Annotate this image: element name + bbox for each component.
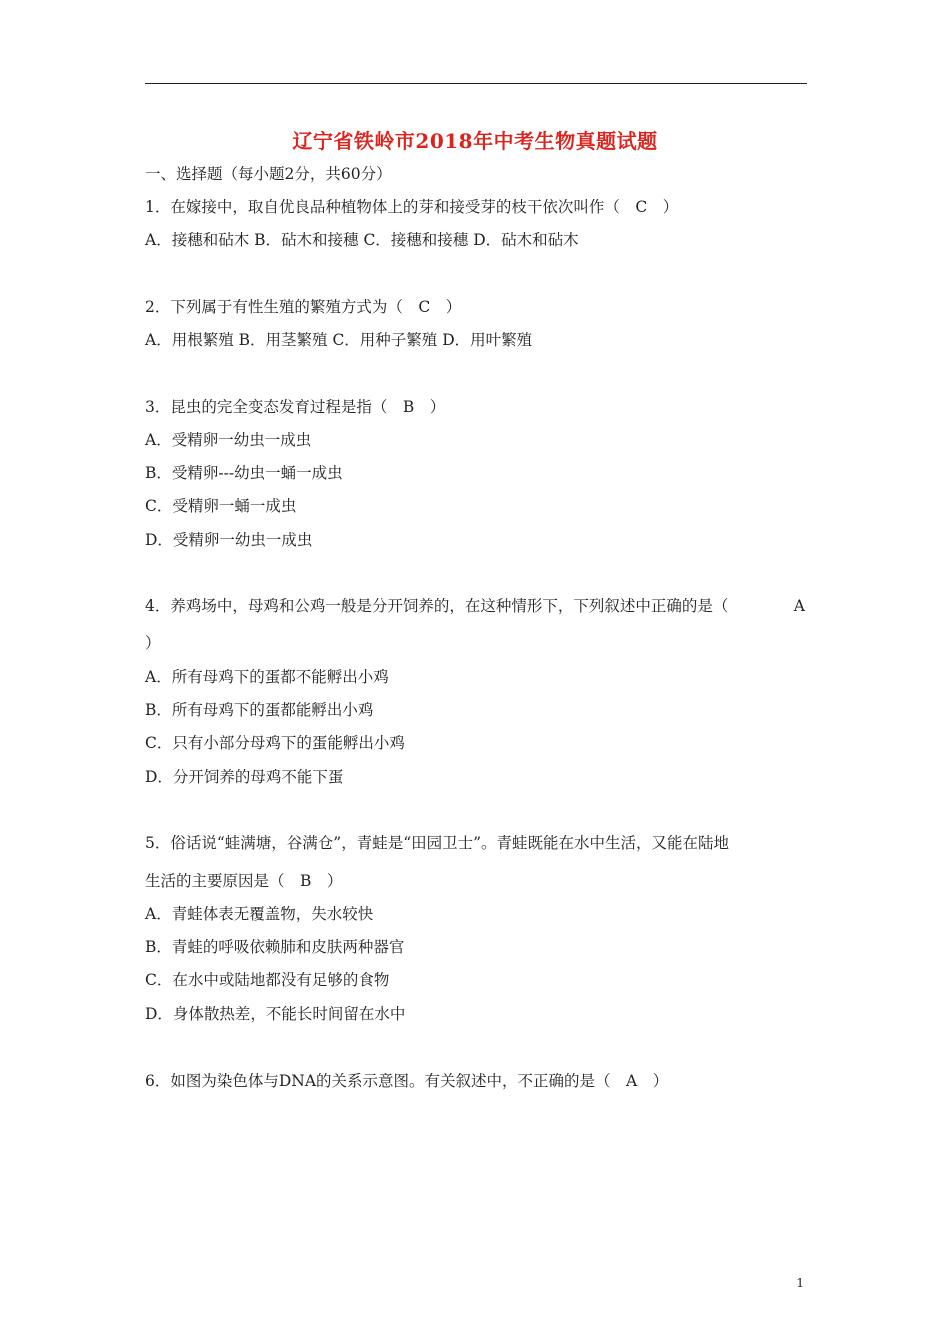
document-title: 辽宁省铁岭市2018年中考生物真题试题 [292,129,658,153]
question-2-stem: 2．下列属于有性生殖的繁殖方式为（ C ） [145,298,462,316]
question-4-option-b: B．所有母鸡下的蛋都能孵出小鸡 [145,701,374,719]
question-2-options: A．用根繁殖 B．用茎繁殖 C．用种子繁殖 D．用叶繁殖 [145,331,533,349]
question-5-option-c: C．在水中或陆地都没有足够的食物 [145,971,390,989]
question-3-option-c: C．受精卵一蛹一成虫 [145,497,297,515]
question-3-stem: 3．昆虫的完全变态发育过程是指（ B ） [145,398,446,416]
question-1-options: A．接穗和砧木 B．砧木和接穗 C．接穗和接穗 D．砧木和砧木 [145,231,579,249]
page-number: 1 [796,1276,804,1290]
section-heading: 一、选择题（每小题2分，共60分） [145,165,392,183]
question-4-option-a: A．所有母鸡下的蛋都不能孵出小鸡 [145,668,389,686]
question-5-option-b: B．青蛙的呼吸依赖肺和皮肤两种器官 [145,938,405,956]
question-5-stem-line2: 生活的主要原因是（ B ） [145,872,343,890]
question-4-option-d: D．分开饲养的母鸡不能下蛋 [145,768,344,786]
question-4-option-c: C．只有小部分母鸡下的蛋能孵出小鸡 [145,734,405,752]
question-3-option-b: B．受精卵---幼虫一蛹一成虫 [145,464,343,482]
question-4-stem-close: ） [145,634,161,652]
question-3-option-d: D．受精卵一幼虫一成虫 [145,531,313,549]
question-5-stem-line1: 5．俗话说“蛙满塘，谷满仓”，青蛙是“田园卫士”。青蛙既能在水中生活，又能在陆地 [145,834,730,852]
question-3-option-a: A．受精卵一幼虫一成虫 [145,431,312,449]
question-4-stem-text: 4．养鸡场中，母鸡和公鸡一般是分开饲养的，在这种情形下，下列叙述中正确的是（ [145,597,729,615]
header-rule [145,83,807,84]
question-1-stem: 1．在嫁接中，取自优良品种植物体上的芽和接受芽的枝干依次叫作（ C ） [145,198,679,216]
question-4-stem [145,596,807,616]
question-5-option-a: A．青蛙体表无覆盖物，失水较快 [145,905,374,923]
question-5-option-d: D．身体散热差，不能长时间留在水中 [145,1005,406,1023]
question-4-answer: A [793,597,805,615]
question-6-stem: 6．如图为染色体与DNA的关系示意图。有关叙述中，不正确的是（ A ） [145,1072,669,1090]
